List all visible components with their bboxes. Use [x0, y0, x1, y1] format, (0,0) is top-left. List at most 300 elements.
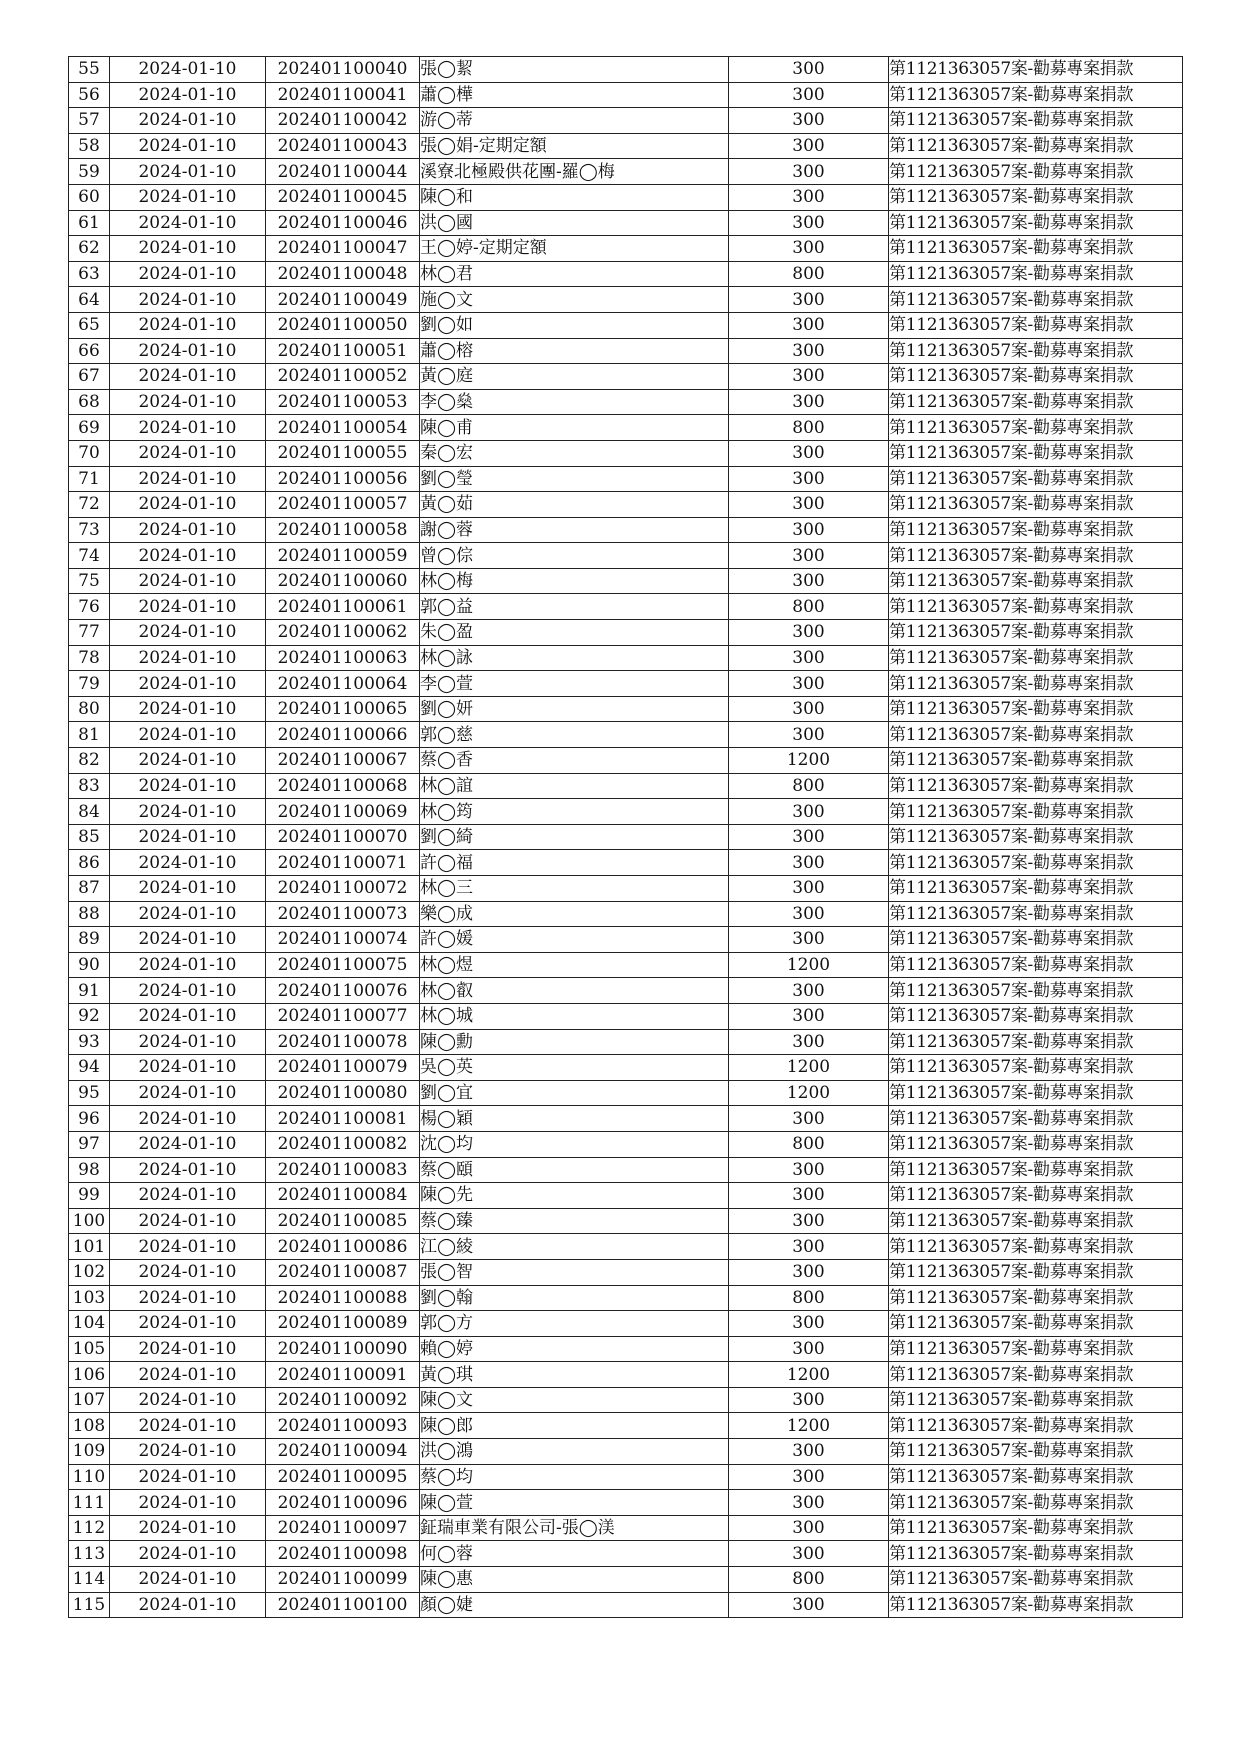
row-number: 90 — [69, 952, 110, 978]
receipt-number: 202401100053 — [266, 389, 420, 415]
donation-date: 2024-01-10 — [110, 696, 266, 722]
receipt-number: 202401100049 — [266, 287, 420, 313]
donation-date: 2024-01-10 — [110, 440, 266, 466]
receipt-number: 202401100074 — [266, 927, 420, 953]
donor-name: 李◯燊 — [420, 389, 729, 415]
table-row — [69, 1311, 1183, 1337]
row-number: 56 — [69, 82, 110, 108]
ledger-body — [69, 57, 1183, 1618]
receipt-number: 202401100090 — [266, 1336, 420, 1362]
donation-purpose: 第1121363057案-勸募專案捐款 — [889, 1413, 1183, 1439]
row-number: 61 — [69, 210, 110, 236]
donation-purpose: 第1121363057案-勸募專案捐款 — [889, 312, 1183, 338]
receipt-number: 202401100057 — [266, 492, 420, 518]
donation-purpose: 第1121363057案-勸募專案捐款 — [889, 1515, 1183, 1541]
donation-ledger-page — [68, 56, 1183, 1618]
donation-date: 2024-01-10 — [110, 671, 266, 697]
donation-date: 2024-01-10 — [110, 1208, 266, 1234]
donation-date: 2024-01-10 — [110, 901, 266, 927]
table-row — [69, 184, 1183, 210]
donation-amount: 300 — [729, 287, 889, 313]
donor-name: 秦◯宏 — [420, 440, 729, 466]
donation-purpose: 第1121363057案-勸募專案捐款 — [889, 568, 1183, 594]
receipt-number: 202401100089 — [266, 1311, 420, 1337]
donation-date: 2024-01-10 — [110, 927, 266, 953]
row-number: 76 — [69, 594, 110, 620]
donation-purpose: 第1121363057案-勸募專案捐款 — [889, 1490, 1183, 1516]
receipt-number: 202401100099 — [266, 1567, 420, 1593]
table-row — [69, 287, 1183, 313]
table-row — [69, 1055, 1183, 1081]
donor-name: 洪◯國 — [420, 210, 729, 236]
row-number: 87 — [69, 876, 110, 902]
table-row — [69, 364, 1183, 390]
donation-date: 2024-01-10 — [110, 338, 266, 364]
row-number: 101 — [69, 1234, 110, 1260]
donor-name: 林◯煜 — [420, 952, 729, 978]
donation-date: 2024-01-10 — [110, 1439, 266, 1465]
row-number: 107 — [69, 1387, 110, 1413]
donor-name: 林◯城 — [420, 1003, 729, 1029]
receipt-number: 202401100064 — [266, 671, 420, 697]
donation-amount: 300 — [729, 1541, 889, 1567]
donation-amount: 1200 — [729, 1362, 889, 1388]
donation-purpose: 第1121363057案-勸募專案捐款 — [889, 1131, 1183, 1157]
donation-purpose: 第1121363057案-勸募專案捐款 — [889, 696, 1183, 722]
row-number: 58 — [69, 133, 110, 159]
row-number: 91 — [69, 978, 110, 1004]
receipt-number: 202401100040 — [266, 57, 420, 83]
donation-amount: 800 — [729, 415, 889, 441]
table-row — [69, 159, 1183, 185]
receipt-number: 202401100091 — [266, 1362, 420, 1388]
table-row — [69, 645, 1183, 671]
table-row — [69, 1362, 1183, 1388]
receipt-number: 202401100066 — [266, 722, 420, 748]
donor-name: 林◯誼 — [420, 773, 729, 799]
table-row — [69, 952, 1183, 978]
table-row — [69, 415, 1183, 441]
row-number: 106 — [69, 1362, 110, 1388]
donation-amount: 1200 — [729, 1080, 889, 1106]
row-number: 63 — [69, 261, 110, 287]
row-number: 65 — [69, 312, 110, 338]
table-row — [69, 824, 1183, 850]
row-number: 100 — [69, 1208, 110, 1234]
donation-date: 2024-01-10 — [110, 389, 266, 415]
donation-date: 2024-01-10 — [110, 133, 266, 159]
row-number: 66 — [69, 338, 110, 364]
table-row — [69, 108, 1183, 134]
donation-purpose: 第1121363057案-勸募專案捐款 — [889, 1080, 1183, 1106]
donation-purpose: 第1121363057案-勸募專案捐款 — [889, 1541, 1183, 1567]
donation-purpose: 第1121363057案-勸募專案捐款 — [889, 594, 1183, 620]
receipt-number: 202401100085 — [266, 1208, 420, 1234]
donation-date: 2024-01-10 — [110, 722, 266, 748]
donation-purpose: 第1121363057案-勸募專案捐款 — [889, 389, 1183, 415]
row-number: 89 — [69, 927, 110, 953]
row-number: 73 — [69, 517, 110, 543]
donation-amount: 300 — [729, 1336, 889, 1362]
donation-date: 2024-01-10 — [110, 645, 266, 671]
table-row — [69, 1003, 1183, 1029]
table-row — [69, 1157, 1183, 1183]
donation-amount: 300 — [729, 1234, 889, 1260]
donation-date: 2024-01-10 — [110, 799, 266, 825]
donation-amount: 300 — [729, 1106, 889, 1132]
donation-purpose: 第1121363057案-勸募專案捐款 — [889, 108, 1183, 134]
donor-name: 朱◯盈 — [420, 620, 729, 646]
donation-date: 2024-01-10 — [110, 1055, 266, 1081]
donation-date: 2024-01-10 — [110, 876, 266, 902]
receipt-number: 202401100041 — [266, 82, 420, 108]
donation-purpose: 第1121363057案-勸募專案捐款 — [889, 1183, 1183, 1209]
receipt-number: 202401100048 — [266, 261, 420, 287]
table-row — [69, 210, 1183, 236]
donation-amount: 300 — [729, 1592, 889, 1618]
donation-amount: 300 — [729, 338, 889, 364]
table-row — [69, 492, 1183, 518]
donor-name: 許◯福 — [420, 850, 729, 876]
donation-purpose: 第1121363057案-勸募專案捐款 — [889, 1592, 1183, 1618]
donor-name: 陳◯勳 — [420, 1029, 729, 1055]
donation-amount: 300 — [729, 82, 889, 108]
donation-date: 2024-01-10 — [110, 824, 266, 850]
donation-purpose: 第1121363057案-勸募專案捐款 — [889, 492, 1183, 518]
donation-purpose: 第1121363057案-勸募專案捐款 — [889, 517, 1183, 543]
row-number: 80 — [69, 696, 110, 722]
receipt-number: 202401100092 — [266, 1387, 420, 1413]
table-row — [69, 722, 1183, 748]
receipt-number: 202401100078 — [266, 1029, 420, 1055]
donation-date: 2024-01-10 — [110, 1131, 266, 1157]
table-row — [69, 1490, 1183, 1516]
table-row — [69, 748, 1183, 774]
donation-amount: 300 — [729, 440, 889, 466]
donation-date: 2024-01-10 — [110, 568, 266, 594]
table-row — [69, 1131, 1183, 1157]
donation-amount: 800 — [729, 773, 889, 799]
table-row — [69, 82, 1183, 108]
donor-name: 陳◯文 — [420, 1387, 729, 1413]
table-row — [69, 1285, 1183, 1311]
donor-name: 鉦瑞車業有限公司-張◯渼 — [420, 1515, 729, 1541]
donation-amount: 1200 — [729, 1055, 889, 1081]
row-number: 114 — [69, 1567, 110, 1593]
receipt-number: 202401100058 — [266, 517, 420, 543]
receipt-number: 202401100065 — [266, 696, 420, 722]
donation-amount: 300 — [729, 824, 889, 850]
donation-date: 2024-01-10 — [110, 748, 266, 774]
row-number: 109 — [69, 1439, 110, 1465]
table-row — [69, 978, 1183, 1004]
receipt-number: 202401100097 — [266, 1515, 420, 1541]
donor-name: 溪寮北極殿供花團-羅◯梅 — [420, 159, 729, 185]
receipt-number: 202401100095 — [266, 1464, 420, 1490]
donation-amount: 300 — [729, 568, 889, 594]
donation-purpose: 第1121363057案-勸募專案捐款 — [889, 338, 1183, 364]
donation-amount: 300 — [729, 1387, 889, 1413]
receipt-number: 202401100100 — [266, 1592, 420, 1618]
row-number: 57 — [69, 108, 110, 134]
donation-amount: 300 — [729, 517, 889, 543]
donation-purpose: 第1121363057案-勸募專案捐款 — [889, 57, 1183, 83]
donation-amount: 300 — [729, 184, 889, 210]
table-row — [69, 1464, 1183, 1490]
donor-name: 陳◯先 — [420, 1183, 729, 1209]
receipt-number: 202401100094 — [266, 1439, 420, 1465]
receipt-number: 202401100042 — [266, 108, 420, 134]
donation-amount: 300 — [729, 312, 889, 338]
donation-amount: 300 — [729, 1029, 889, 1055]
donor-name: 蔡◯臻 — [420, 1208, 729, 1234]
donor-name: 張◯智 — [420, 1259, 729, 1285]
donation-purpose: 第1121363057案-勸募專案捐款 — [889, 1157, 1183, 1183]
donation-purpose: 第1121363057案-勸募專案捐款 — [889, 952, 1183, 978]
receipt-number: 202401100072 — [266, 876, 420, 902]
donation-amount: 300 — [729, 364, 889, 390]
donation-purpose: 第1121363057案-勸募專案捐款 — [889, 543, 1183, 569]
receipt-number: 202401100060 — [266, 568, 420, 594]
row-number: 94 — [69, 1055, 110, 1081]
receipt-number: 202401100079 — [266, 1055, 420, 1081]
donation-amount: 300 — [729, 850, 889, 876]
donation-purpose: 第1121363057案-勸募專案捐款 — [889, 824, 1183, 850]
donor-name: 吳◯英 — [420, 1055, 729, 1081]
table-row — [69, 440, 1183, 466]
donation-amount: 300 — [729, 1439, 889, 1465]
donation-date: 2024-01-10 — [110, 159, 266, 185]
receipt-number: 202401100082 — [266, 1131, 420, 1157]
table-row — [69, 1029, 1183, 1055]
donation-purpose: 第1121363057案-勸募專案捐款 — [889, 1208, 1183, 1234]
donation-purpose: 第1121363057案-勸募專案捐款 — [889, 236, 1183, 262]
donation-date: 2024-01-10 — [110, 773, 266, 799]
table-row — [69, 1259, 1183, 1285]
donor-name: 蔡◯均 — [420, 1464, 729, 1490]
row-number: 77 — [69, 620, 110, 646]
table-row — [69, 389, 1183, 415]
donor-name: 張◯娟-定期定額 — [420, 133, 729, 159]
row-number: 93 — [69, 1029, 110, 1055]
donor-name: 王◯婷-定期定額 — [420, 236, 729, 262]
table-row — [69, 1592, 1183, 1618]
receipt-number: 202401100087 — [266, 1259, 420, 1285]
donation-date: 2024-01-10 — [110, 108, 266, 134]
table-row — [69, 338, 1183, 364]
donation-purpose: 第1121363057案-勸募專案捐款 — [889, 620, 1183, 646]
donation-purpose: 第1121363057案-勸募專案捐款 — [889, 927, 1183, 953]
row-number: 72 — [69, 492, 110, 518]
donation-date: 2024-01-10 — [110, 517, 266, 543]
donation-amount: 800 — [729, 1567, 889, 1593]
donation-date: 2024-01-10 — [110, 850, 266, 876]
donor-name: 許◯媛 — [420, 927, 729, 953]
row-number: 88 — [69, 901, 110, 927]
receipt-number: 202401100044 — [266, 159, 420, 185]
row-number: 60 — [69, 184, 110, 210]
donor-name: 游◯蒂 — [420, 108, 729, 134]
donor-name: 沈◯均 — [420, 1131, 729, 1157]
receipt-number: 202401100051 — [266, 338, 420, 364]
table-row — [69, 1183, 1183, 1209]
row-number: 81 — [69, 722, 110, 748]
donation-date: 2024-01-10 — [110, 1541, 266, 1567]
table-row — [69, 1234, 1183, 1260]
donor-name: 陳◯甫 — [420, 415, 729, 441]
donation-date: 2024-01-10 — [110, 210, 266, 236]
donation-purpose: 第1121363057案-勸募專案捐款 — [889, 1387, 1183, 1413]
row-number: 108 — [69, 1413, 110, 1439]
donor-name: 劉◯宜 — [420, 1080, 729, 1106]
donation-purpose: 第1121363057案-勸募專案捐款 — [889, 1106, 1183, 1132]
donation-amount: 800 — [729, 594, 889, 620]
donor-name: 何◯蓉 — [420, 1541, 729, 1567]
donation-date: 2024-01-10 — [110, 1311, 266, 1337]
table-row — [69, 517, 1183, 543]
donation-purpose: 第1121363057案-勸募專案捐款 — [889, 1567, 1183, 1593]
table-row — [69, 1106, 1183, 1132]
donation-date: 2024-01-10 — [110, 261, 266, 287]
row-number: 112 — [69, 1515, 110, 1541]
donor-name: 賴◯婷 — [420, 1336, 729, 1362]
donation-purpose: 第1121363057案-勸募專案捐款 — [889, 466, 1183, 492]
receipt-number: 202401100096 — [266, 1490, 420, 1516]
donor-name: 劉◯瑩 — [420, 466, 729, 492]
donation-amount: 300 — [729, 133, 889, 159]
donation-date: 2024-01-10 — [110, 236, 266, 262]
receipt-number: 202401100068 — [266, 773, 420, 799]
table-row — [69, 57, 1183, 83]
receipt-number: 202401100098 — [266, 1541, 420, 1567]
receipt-number: 202401100063 — [266, 645, 420, 671]
donor-name: 江◯綾 — [420, 1234, 729, 1260]
donation-purpose: 第1121363057案-勸募專案捐款 — [889, 82, 1183, 108]
donation-date: 2024-01-10 — [110, 1387, 266, 1413]
donation-date: 2024-01-10 — [110, 1234, 266, 1260]
table-row — [69, 133, 1183, 159]
donation-amount: 300 — [729, 1183, 889, 1209]
receipt-number: 202401100045 — [266, 184, 420, 210]
donor-name: 陳◯郎 — [420, 1413, 729, 1439]
donor-name: 林◯叡 — [420, 978, 729, 1004]
donation-date: 2024-01-10 — [110, 287, 266, 313]
donation-date: 2024-01-10 — [110, 543, 266, 569]
row-number: 105 — [69, 1336, 110, 1362]
donation-amount: 300 — [729, 1464, 889, 1490]
row-number: 67 — [69, 364, 110, 390]
table-row — [69, 799, 1183, 825]
donation-purpose: 第1121363057案-勸募專案捐款 — [889, 748, 1183, 774]
donor-name: 劉◯綺 — [420, 824, 729, 850]
table-row — [69, 696, 1183, 722]
receipt-number: 202401100067 — [266, 748, 420, 774]
donor-name: 謝◯蓉 — [420, 517, 729, 543]
donation-amount: 800 — [729, 1285, 889, 1311]
donor-name: 蔡◯香 — [420, 748, 729, 774]
donation-date: 2024-01-10 — [110, 1464, 266, 1490]
row-number: 103 — [69, 1285, 110, 1311]
donor-name: 施◯文 — [420, 287, 729, 313]
receipt-number: 202401100093 — [266, 1413, 420, 1439]
receipt-number: 202401100070 — [266, 824, 420, 850]
receipt-number: 202401100046 — [266, 210, 420, 236]
donation-amount: 300 — [729, 876, 889, 902]
row-number: 110 — [69, 1464, 110, 1490]
donation-date: 2024-01-10 — [110, 492, 266, 518]
donation-purpose: 第1121363057案-勸募專案捐款 — [889, 287, 1183, 313]
donation-amount: 300 — [729, 1157, 889, 1183]
donation-purpose: 第1121363057案-勸募專案捐款 — [889, 901, 1183, 927]
row-number: 79 — [69, 671, 110, 697]
donation-amount: 300 — [729, 57, 889, 83]
donor-name: 洪◯鴻 — [420, 1439, 729, 1465]
donation-amount: 300 — [729, 978, 889, 1004]
donation-purpose: 第1121363057案-勸募專案捐款 — [889, 415, 1183, 441]
donation-date: 2024-01-10 — [110, 1592, 266, 1618]
receipt-number: 202401100050 — [266, 312, 420, 338]
donor-name: 黃◯茹 — [420, 492, 729, 518]
table-row — [69, 594, 1183, 620]
receipt-number: 202401100043 — [266, 133, 420, 159]
donation-date: 2024-01-10 — [110, 57, 266, 83]
donation-date: 2024-01-10 — [110, 1157, 266, 1183]
row-number: 82 — [69, 748, 110, 774]
donation-date: 2024-01-10 — [110, 364, 266, 390]
row-number: 97 — [69, 1131, 110, 1157]
table-row — [69, 1336, 1183, 1362]
donation-purpose: 第1121363057案-勸募專案捐款 — [889, 1259, 1183, 1285]
donation-date: 2024-01-10 — [110, 1003, 266, 1029]
donation-date: 2024-01-10 — [110, 312, 266, 338]
donation-amount: 300 — [729, 645, 889, 671]
table-row — [69, 261, 1183, 287]
table-row — [69, 236, 1183, 262]
receipt-number: 202401100075 — [266, 952, 420, 978]
row-number: 96 — [69, 1106, 110, 1132]
row-number: 74 — [69, 543, 110, 569]
receipt-number: 202401100088 — [266, 1285, 420, 1311]
table-row — [69, 312, 1183, 338]
receipt-number: 202401100056 — [266, 466, 420, 492]
donation-amount: 300 — [729, 901, 889, 927]
receipt-number: 202401100047 — [266, 236, 420, 262]
row-number: 98 — [69, 1157, 110, 1183]
donation-purpose: 第1121363057案-勸募專案捐款 — [889, 1439, 1183, 1465]
donation-date: 2024-01-10 — [110, 1515, 266, 1541]
donation-amount: 300 — [729, 1003, 889, 1029]
donor-name: 郭◯益 — [420, 594, 729, 620]
receipt-number: 202401100061 — [266, 594, 420, 620]
donor-name: 劉◯妍 — [420, 696, 729, 722]
row-number: 70 — [69, 440, 110, 466]
row-number: 102 — [69, 1259, 110, 1285]
donation-date: 2024-01-10 — [110, 82, 266, 108]
donation-purpose: 第1121363057案-勸募專案捐款 — [889, 1003, 1183, 1029]
donation-date: 2024-01-10 — [110, 1362, 266, 1388]
donor-name: 蕭◯樺 — [420, 82, 729, 108]
donation-date: 2024-01-10 — [110, 1413, 266, 1439]
receipt-number: 202401100077 — [266, 1003, 420, 1029]
receipt-number: 202401100086 — [266, 1234, 420, 1260]
donation-purpose: 第1121363057案-勸募專案捐款 — [889, 261, 1183, 287]
table-row — [69, 927, 1183, 953]
donor-name: 陳◯和 — [420, 184, 729, 210]
donation-purpose: 第1121363057案-勸募專案捐款 — [889, 159, 1183, 185]
donation-amount: 300 — [729, 696, 889, 722]
table-row — [69, 671, 1183, 697]
donation-amount: 300 — [729, 1515, 889, 1541]
